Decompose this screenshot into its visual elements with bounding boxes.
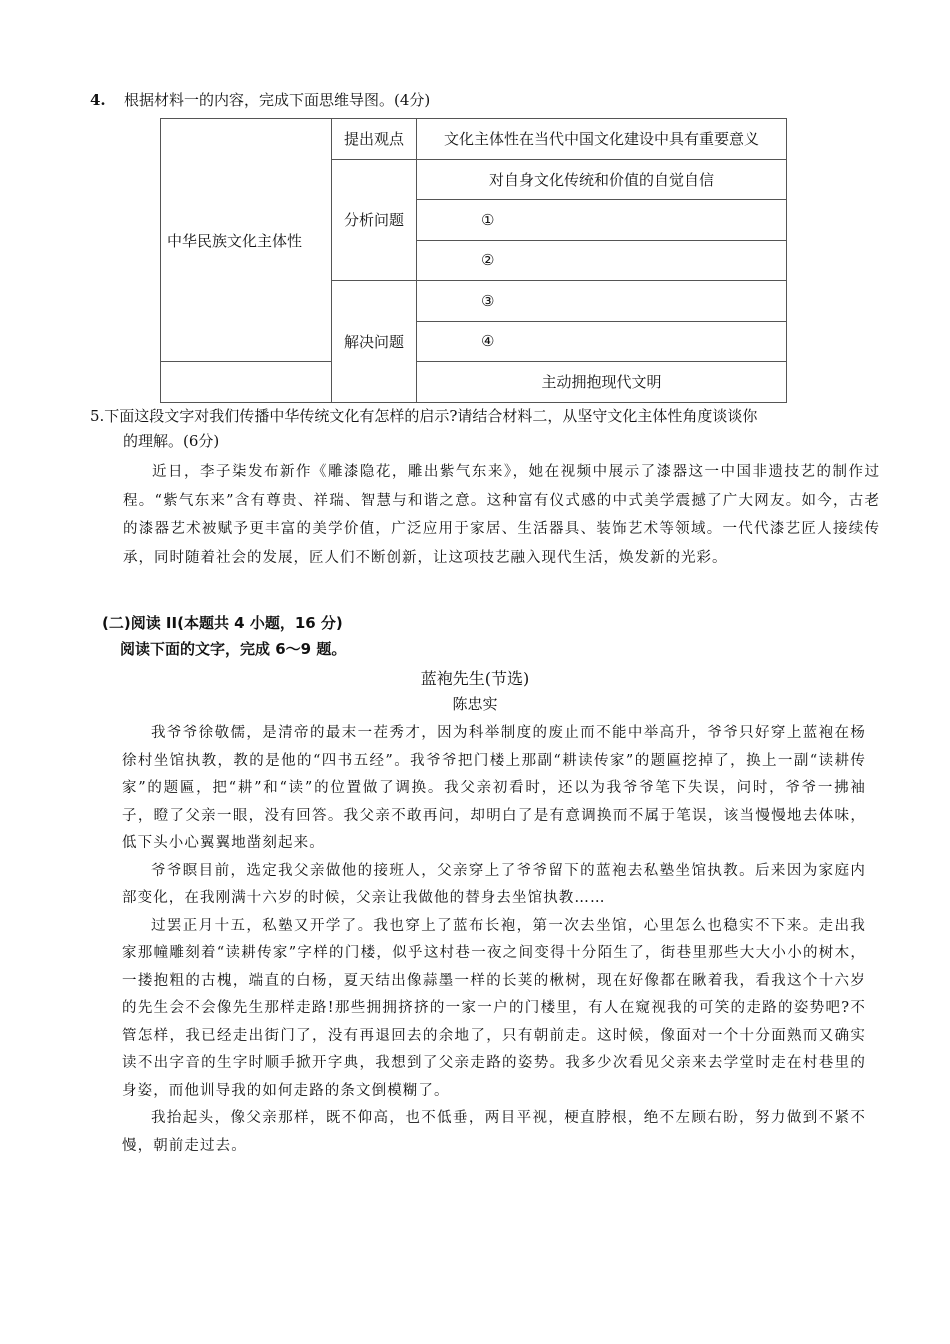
blank-slot-1[interactable]: ①: [417, 200, 787, 241]
question-5-passage: 近日，李子柒发布新作《雕漆隐花，雕出紫气东来》，她在视频中展示了漆器这一中国非遗技艺的制作过程。“紫气东来”含有尊贵、祥瑞、智慧与和谐之意。这种富有仪式感的中式美学震撼了广大网友。如今，古老的漆器艺术被赋予更丰富的美学价值，广泛应用于家居、生活器具、装饰艺术等领域。一代代漆艺匠人接续传承，同时随着社会的发展，匠人们不断创新，让这项技艺融入现代生活，焕发新的光彩。: [123, 464, 880, 566]
story-paragraph: 爷爷瞑目前，选定我父亲做他的接班人，父亲穿上了爷爷留下的蓝袍去私塾坐馆执教。后来因为家庭内部变化，在我刚满十六岁的时候，父亲让我做他的替身去坐馆执教……: [122, 862, 866, 906]
story-paragraph: 过罢正月十五，私塾又开学了。我也穿上了蓝布长袍，第一次去坐馆，心里怎么也稳实不下来。走出我家那幢雕刻着“读耕传家”字样的门楼，似乎这村巷一夜之间变得十分陌生了，街巷里那些大大小小的树木，一搂抱粗的古槐，端直的白杨，夏天结出像蒜墨一样的长荚的楸树，现在好像都在瞅着我，看我这个十六岁的先生会不会像先生那样走路!那些拥拥挤挤的一家一户的门楼里，有人在窥视我的可笑的走路的姿势吧?不管怎样，我已经走出街门了，没有再退回去的余地了，只有朝前走。这时候，像面对一个十分面熟而又确实读不出字音的生字时顺手掀开字典，我想到了父亲走路的姿势。我多少次看见父亲来去学堂时走在村巷里的身姿，而他训导我的如何走路的条文倒模糊了。: [122, 917, 866, 1099]
mind-map-table: [160, 118, 787, 403]
question-5-prompt: 5.下面这段文字对我们传播中华传统文化有怎样的启示?请结合材料二，从坚守文化主体性角度谈谈你: [90, 407, 758, 425]
story-body: [122, 720, 866, 1160]
story-author: 陈忠实: [452, 695, 498, 713]
mind-map-root: 中华民族文化主体性: [161, 119, 332, 362]
question-5-prompt-cont: 的理解。(6分): [123, 432, 220, 450]
question-4-prompt: [90, 89, 430, 110]
story-title: 蓝袍先生(节选): [420, 669, 530, 688]
story-paragraph: 我爷爷徐敬儒，是清帝的最末一茬秀才，因为科举制度的废止而不能中举高升，爷爷只好穿上蓝袍在杨徐村坐馆执教，教的是他的“四书五经”。我爷爷把门楼上那副“耕读传家”的题匾挖掉了，换上一副“读耕传家”的题匾，把“耕”和“读”的位置做了调换。我父亲初看时，还以为我爷爷笔下失误，问时，爷爷一拂袖子，瞪了父亲一眼，没有回答。我父亲不敢再问，却明白了是有意调换而不属于笔误，该当慢慢地去体味，低下头小心翼翼地凿刻起来。: [122, 725, 866, 851]
viewpoint-label: 提出观点: [332, 119, 417, 160]
solution-item: 主动拥抱现代文明: [417, 362, 787, 403]
question-text: 根据材料一的内容，完成下面思维导图。(4分): [124, 91, 431, 109]
solution-label: 解决问题: [332, 281, 417, 403]
question-5: [90, 404, 880, 572]
question-number: 4.: [90, 91, 106, 109]
blank-slot-4[interactable]: ④: [417, 321, 787, 362]
analysis-item: 对自身文化传统和价值的自觉自信: [417, 159, 787, 200]
viewpoint-text: 文化主体性在当代中国文化建设中具有重要意义: [417, 119, 787, 160]
section-heading: (二)阅读 II(本题共 4 小题，16 分): [102, 614, 343, 632]
blank-slot-2[interactable]: ②: [417, 240, 787, 281]
section-instruction: 阅读下面的文字，完成 6～9 题。: [120, 640, 347, 658]
story-paragraph: 我抬起头，像父亲那样，既不仰高，也不低垂，两目平视，梗直脖根，绝不左顾右盼，努力做到不紧不慢，朝前走过去。: [122, 1110, 866, 1154]
section-2-header: [102, 612, 346, 659]
analysis-label: 分析问题: [332, 159, 417, 281]
blank-slot-3[interactable]: ③: [417, 281, 787, 322]
